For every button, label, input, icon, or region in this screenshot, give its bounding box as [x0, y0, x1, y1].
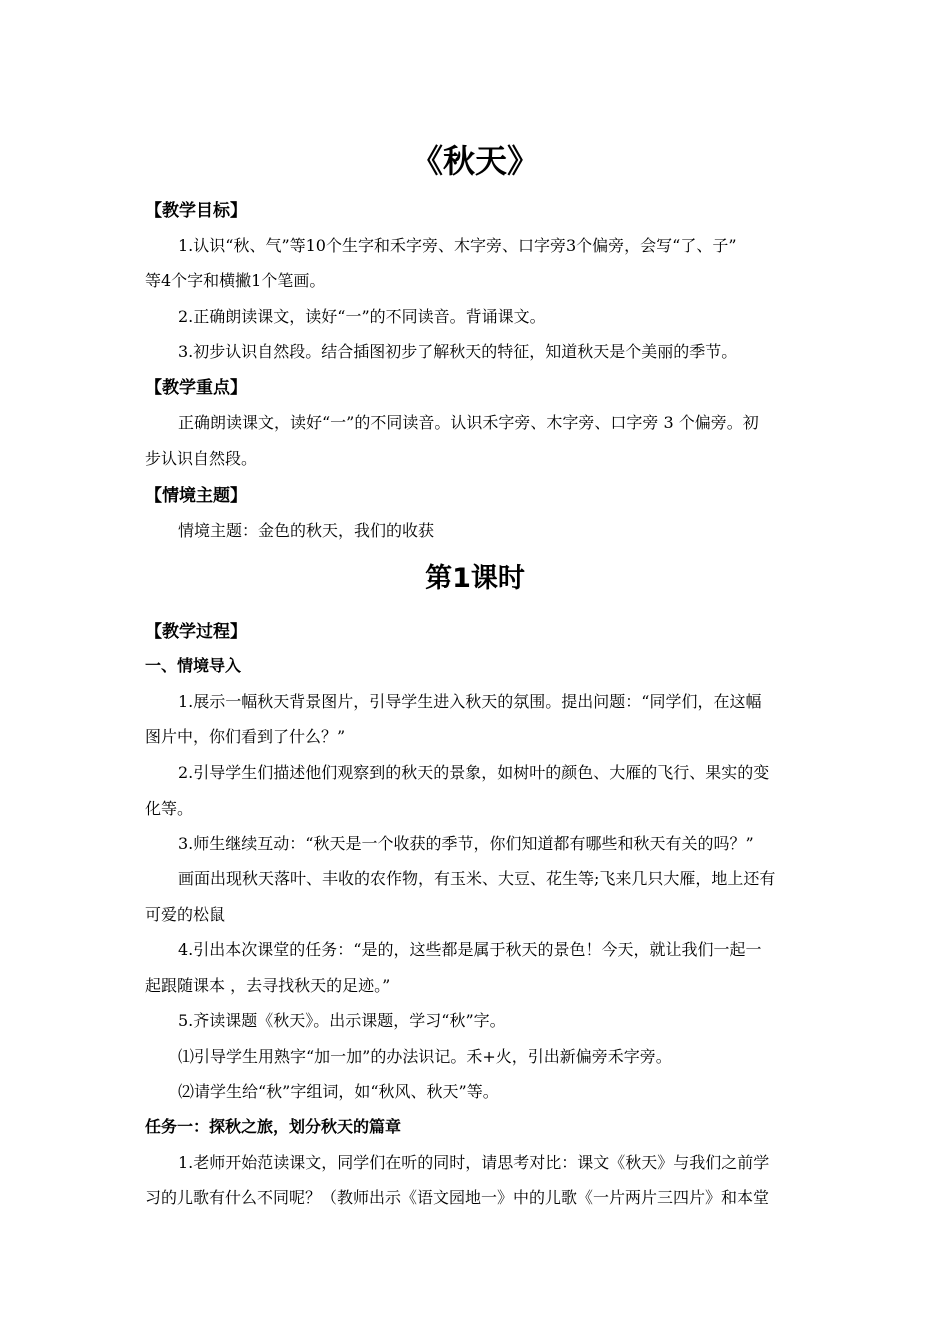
- objective-1-line-1: 1.认识“秋、气”等10个生字和禾字旁、木字旁、口字旁3个偏旁，会写“了、子”: [178, 236, 737, 255]
- objective-3: 3.初步认识自然段。结合插图初步了解秋天的特征，知道秋天是个美丽的季节。: [178, 342, 738, 361]
- step-3: 3.师生继续互动：“秋天是一个收获的季节，你们知道都有哪些和秋天有关的吗？”: [178, 834, 754, 853]
- part-1-heading: 一、情境导入: [145, 656, 242, 675]
- objective-1-line-2: 等4个字和横撇1个笔画。: [145, 271, 326, 290]
- theme-heading: 【情境主题】: [145, 486, 247, 506]
- task-1-heading: 任务一：探秋之旅，划分秋天的篇章: [145, 1117, 402, 1136]
- step-2-line-1: 2.引导学生们描述他们观察到的秋天的景象，如树叶的颜色、大雁的飞行、果实的变: [178, 763, 770, 782]
- step-4-line-1: 4.引出本次课堂的任务：“是的，这些都是属于秋天的景色！今天，就让我们一起一: [178, 940, 762, 959]
- lesson-title: 第1课时: [425, 563, 525, 594]
- step-1-line-1: 1.展示一幅秋天背景图片，引导学生进入秋天的氛围。提出问题：“同学们，在这幅: [178, 692, 762, 711]
- document-title: 《秋天》: [410, 142, 539, 180]
- step-5-sub-1: ⑴引导学生用熟字“加一加”的办法识记。禾+火，引出新偏旁禾字旁。: [178, 1047, 672, 1066]
- theme-text: 情境主题：金色的秋天，我们的收获: [178, 521, 435, 540]
- objectives-heading: 【教学目标】: [145, 201, 247, 221]
- key-points-line-1: 正确朗读课文，读好“一”的不同读音。认识禾字旁、木字旁、口字旁 3 个偏旁。初: [178, 413, 759, 432]
- step-2-line-2: 化等。: [145, 799, 194, 818]
- step-4-line-2: 起跟随课本 ，去寻找秋天的足迹。”: [145, 976, 391, 995]
- key-points-line-2: 步认识自然段。: [145, 449, 258, 468]
- task-1-line-2: 习的儿歌有什么不同呢？（教师出示《语文园地一》中的儿歌《一片两片三四片》和本堂: [145, 1188, 770, 1207]
- step-3-scene-line-2: 可爱的松鼠: [145, 905, 226, 924]
- objective-2: 2.正确朗读课文，读好“一”的不同读音。背诵课文。: [178, 307, 546, 326]
- step-5-sub-2: ⑵请学生给“秋”字组词，如“秋风、秋天”等。: [178, 1082, 499, 1101]
- task-1-line-1: 1.老师开始范读课文，同学们在听的同时，请思考对比：课文《秋天》与我们之前学: [178, 1153, 770, 1172]
- step-1-line-2: 图片中，你们看到了什么？”: [145, 727, 346, 746]
- process-heading: 【教学过程】: [145, 622, 247, 642]
- step-3-scene-line-1: 画面出现秋天落叶、丰收的农作物，有玉米、大豆、花生等;飞来几只大雁，地上还有: [178, 869, 776, 888]
- step-5: 5.齐读课题《秋天》。出示课题，学习“秋”字。: [178, 1011, 506, 1030]
- key-points-heading: 【教学重点】: [145, 378, 247, 398]
